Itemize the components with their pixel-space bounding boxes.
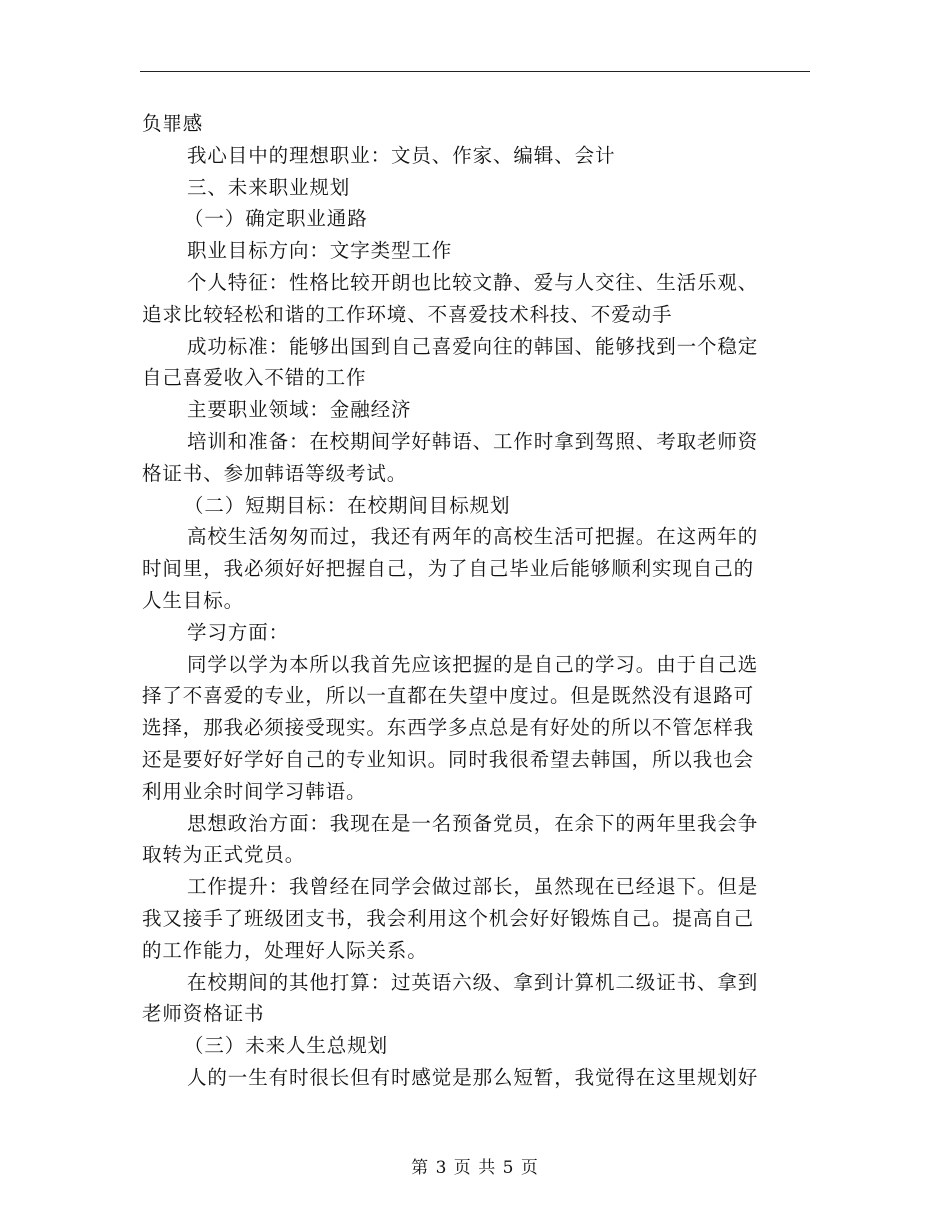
text-line: 工作提升：我曾经在同学会做过部长，虽然现在已经退下。但是 [187,875,759,899]
text-line: 培训和准备：在校期间学好韩语、工作时拿到驾照、考取老师资 [187,429,759,453]
text-line: 时间里，我必须好好把握自己，为了自己毕业后能够顺利实现自己的 [142,557,755,581]
text-line: 成功标准：能够出国到自己喜爱向往的韩国、能够找到一个稳定 [187,334,759,358]
text-line: 我又接手了班级团支书，我会利用这个机会好好锻炼自己。提高自己 [142,906,755,930]
text-line: 取转为正式党员。 [142,843,306,867]
text-line: 在校期间的其他打算：过英语六级、拿到计算机二级证书、拿到 [187,970,759,994]
text-line: 主要职业领域：金融经济 [187,398,412,422]
header-rule [140,71,810,72]
section-heading: 三、未来职业规划 [187,175,351,199]
text-line: 追求比较轻松和谐的工作环境、不喜爱技术科技、不爱动手 [142,302,673,326]
text-line: 思想政治方面：我现在是一名预备党员，在余下的两年里我会争 [187,811,759,835]
text-line: 自己喜爱收入不错的工作 [142,366,367,390]
text-line: 利用业余时间学习韩语。 [142,779,367,803]
text-line: 职业目标方向：文字类型工作 [187,239,453,263]
text-line: 老师资格证书 [142,1002,265,1026]
text-line: 人的一生有时很长但有时感觉是那么短暂，我觉得在这里规划好 [187,1065,759,1089]
text-line: 负罪感 [142,112,204,135]
text-line: 学习方面： [187,620,290,644]
subsection-heading: （一）确定职业通路 [184,207,368,231]
document-body [142,108,810,1094]
text-line: 选择，那我必须接受现实。东西学多点总是有好处的所以不管怎样我 [142,716,755,740]
text-line: 我心目中的理想职业：文员、作家、编辑、会计 [187,143,616,167]
subsection-heading: （三）未来人生总规划 [184,1034,389,1058]
page-number-footer: 第 3 页 共 5 页 [411,1158,539,1178]
text-line: 高校生活匆匆而过，我还有两年的高校生活可把握。在这两年的 [187,525,759,549]
text-line: 个人特征：性格比较开朗也比较文静、爱与人交往、生活乐观、 [187,270,759,294]
text-line: 格证书、参加韩语等级考试。 [142,461,408,485]
text-line: 人生目标。 [142,588,245,612]
text-line: 还是要好好学好自己的专业知识。同时我很希望去韩国，所以我也会 [142,747,755,771]
subsection-heading: （二）短期目标：在校期间目标规划 [184,493,511,517]
text-line: 同学以学为本所以我首先应该把握的是自己的学习。由于自己选 [187,652,759,676]
text-line: 择了不喜爱的专业，所以一直都在失望中度过。但是既然没有退路可 [142,684,755,708]
text-line: 的工作能力，处理好人际关系。 [142,938,428,962]
